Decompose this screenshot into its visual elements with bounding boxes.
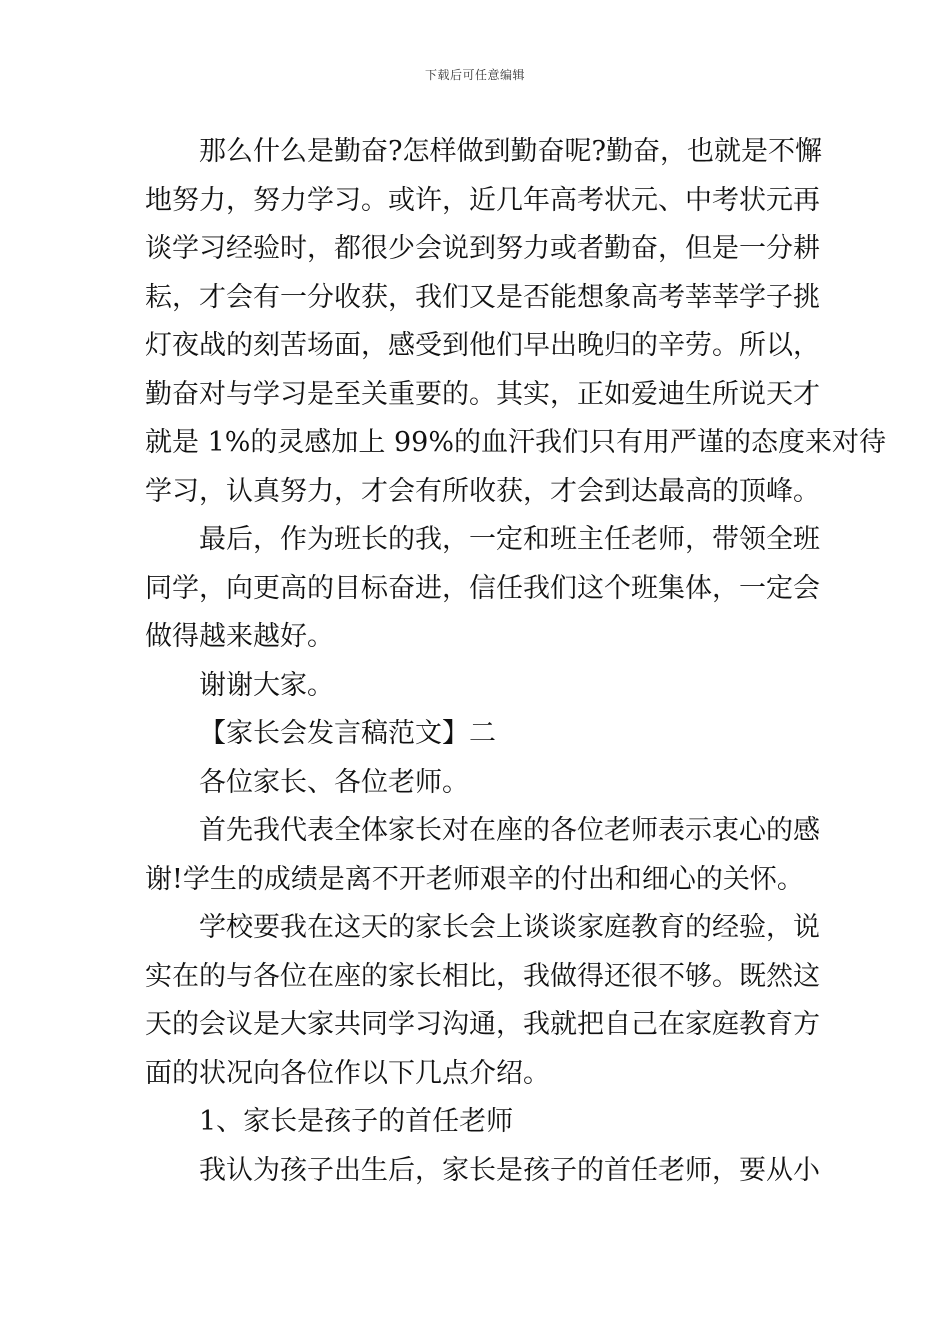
- page-header-note: 下载后可任意编辑: [424, 68, 525, 82]
- salutation: 各位家长、各位老师。: [199, 766, 469, 798]
- text-line: 灯夜战的刻苦场面，感受到他们早出晚归的辛劳。所以，: [145, 330, 820, 361]
- text-line: 勤奋对与学习是至关重要的。其实，正如爱迪生所说天才: [145, 378, 820, 410]
- text-line: 我认为孩子出生后，家长是孩子的首任老师，要从小: [199, 1154, 820, 1186]
- text-line: 首先我代表全体家长对在座的各位老师表示衷心的感: [199, 815, 820, 846]
- text-line: 最后，作为班长的我，一定和班主任老师，带领全班: [199, 524, 820, 555]
- numbered-heading: 1、家长是孩子的首任老师: [199, 1106, 514, 1137]
- section-heading: 【家长会发言稿范文】二: [199, 718, 496, 749]
- text-line: 实在的与各位在座的家长相比，我做得还很不够。既然这: [145, 960, 820, 992]
- text-line: 学习，认真努力，才会有所收获，才会到达最高的顶峰。: [145, 475, 820, 507]
- text-line: 谢谢大家。: [199, 669, 334, 701]
- text-line: 天的会议是大家共同学习沟通，我就把自己在家庭教育方: [145, 1009, 820, 1040]
- text-line: 谈学习经验时，都很少会说到努力或者勤奋，但是一分耕: [145, 233, 820, 264]
- text-line: 那么什么是勤奋?怎样做到勤奋呢?勤奋，也就是不懈: [199, 136, 822, 167]
- text-line: 做得越来越好。: [145, 621, 334, 652]
- text-line: 谢!学生的成绩是离不开老师艰辛的付出和细心的关怀。: [145, 863, 804, 895]
- text-line: 就是 1%的灵感加上 99%的血汗我们只有用严谨的态度来对待: [145, 427, 887, 458]
- text-line: 地努力，努力学习。或许，近几年高考状元、中考状元再: [145, 184, 820, 216]
- text-line: 耘，才会有一分收获，我们又是否能想象高考莘莘学子挑: [145, 281, 820, 313]
- document-body: [145, 128, 887, 1195]
- text-line: 学校要我在这天的家长会上谈谈家庭教育的经验，说: [199, 912, 820, 943]
- text-line: 同学，向更高的目标奋进，信任我们这个班集体，一定会: [145, 572, 820, 604]
- text-line: 面的状况向各位作以下几点介绍。: [145, 1057, 550, 1089]
